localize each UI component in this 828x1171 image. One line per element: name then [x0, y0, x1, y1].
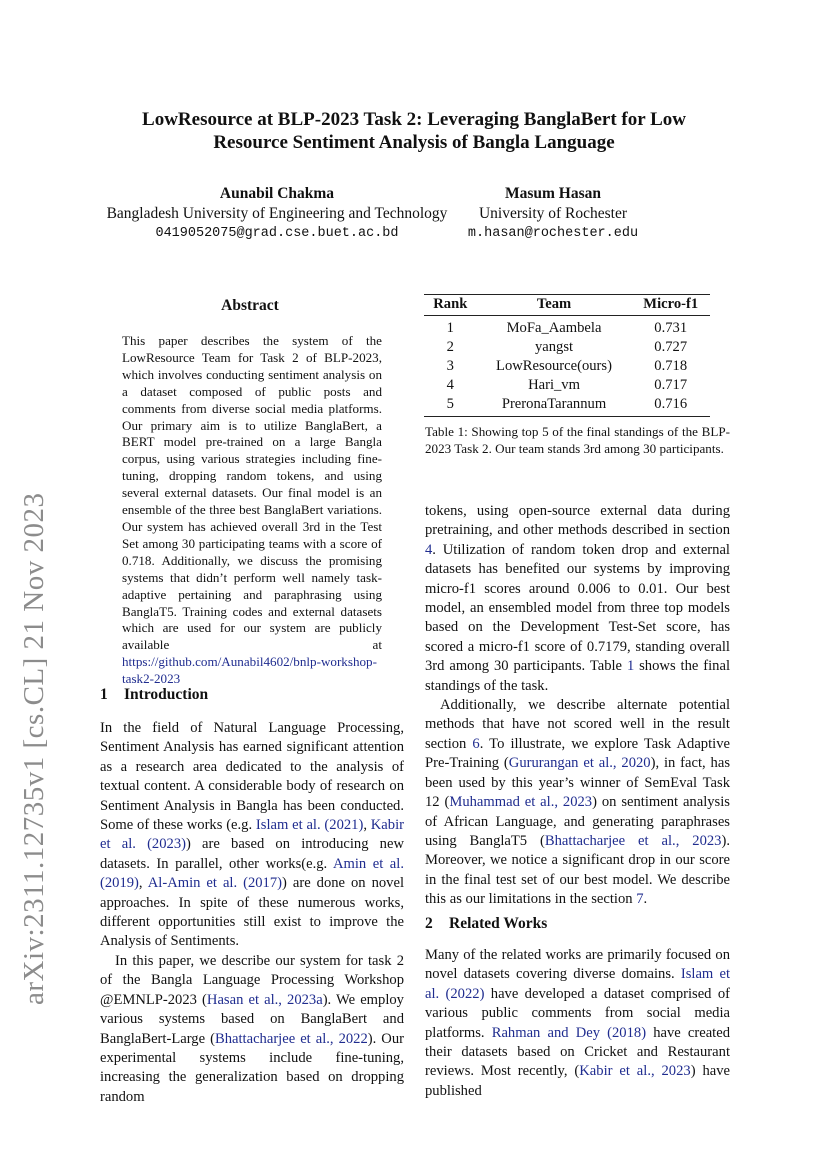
rank-cell: 5 — [424, 395, 477, 417]
title-line-1: LowResource at BLP-2023 Task 2: Leveraging BanglaBert for Low — [142, 109, 686, 130]
paragraph: Additionally, we describe alternate potential methods that have not scored well in the result section 6. To illustrate, we explore Task Adaptive Pre-Training (Gururangan et al., 2020), in fact, has been used by this year’s winner of SemEval Task 12 (Muhammad et al., 2023) on sentiment analysis of African Language, and generating paraphrases using BanglaT5 (Bhattacharjee et al., 2023). Moreover, we notice a significant drop in our score in the final test set of our best model. We describe this as our limitations in the section 7. — [425, 697, 731, 908]
citation-link[interactable]: Kabir et al. (2023) — [100, 817, 404, 853]
right-column-body — [425, 502, 730, 910]
column-header: Rank — [424, 295, 477, 316]
paragraph: tokens, using open-source external data during pretraining, and other methods described in section 4. Utilization of random token drop and external datasets has benefited our systems by improving micro-f1 scores around 0.006 to 0.01. Our best model, an ensembled model from three top models based on the Development Test-Set score, has scored a micro-f1 score of 0.7179, standing overall 3rd among 30 participants. Table 1 shows the final standings of the task. — [425, 503, 730, 694]
table-row — [424, 376, 710, 395]
section-title: Introduction — [124, 686, 209, 703]
section-title: Related Works — [449, 915, 548, 932]
rank-cell: 3 — [446, 358, 454, 374]
abstract-heading: Abstract — [221, 297, 279, 314]
paper-title — [100, 108, 728, 154]
introduction-body — [100, 719, 404, 1107]
table-row — [424, 338, 710, 357]
table-row — [424, 357, 710, 376]
citation-link[interactable]: Hasan et al., 2023a — [206, 991, 323, 1008]
abstract-text: This paper describes the system of the LowResource Team for Task 2 of BLP-2023, which involves conducting sentiment analysis on a dataset composed of public posts and comments from diverse social media platforms. Our primary aim is to utilize BanglaBert, a BERT model pre-trained on a large Bangla corpus, using various strategies including fine-tuning, dropping random tokens, and using several external datasets. Our final model is an ensemble of the three best BanglaBert variations. Our system has achieved overall 3rd in the Test Set among 30 participating teams with a score of 0.718. Additionally, we discuss the promising systems that didn’t perform well namely task-adaptive pertaining and paraphrasing using BanglaT5. Training codes and external datasets which are used for our system are publicly available at — [122, 333, 382, 653]
score-cell: 0.718 — [654, 358, 688, 374]
rank-cell: 1 — [446, 320, 454, 336]
citation-link[interactable]: Bhattacharjee et al., 2022 — [214, 1030, 368, 1047]
score-cell: 0.716 — [631, 395, 710, 417]
author-affiliation: University of Rochester — [478, 205, 628, 222]
citation-link[interactable]: Islam et al. (2021) — [255, 817, 364, 834]
section-reference-link[interactable]: 7 — [636, 891, 644, 908]
paragraph: Many of the related works are primarily focused on novel datasets covering diverse domains. Islam et al. (2022) have developed a dataset comprised of various public comments from social media platforms. Rahman and Dey (2018) have created their datasets based on Cricket and Restaurant reviews. Most recently, (Kabir et al., 2023) have published — [425, 947, 731, 1099]
section-number: 1 — [100, 686, 108, 703]
rank-cell: 2 — [446, 339, 454, 355]
score-cell: 0.727 — [654, 339, 688, 355]
rank-cell: 4 — [446, 377, 454, 393]
team-cell: LowResource(ours) — [496, 358, 612, 374]
section-reference-link[interactable]: 4 — [425, 541, 433, 558]
table-reference-link[interactable]: 1 — [626, 658, 635, 675]
team-cell: PreronaTarannum — [477, 395, 632, 417]
citation-link[interactable]: Amin et al. (2019) — [100, 855, 404, 892]
section-number: 2 — [425, 915, 433, 932]
table-header-row — [424, 295, 710, 316]
section-heading-introduction — [100, 686, 208, 704]
author-email[interactable]: 0419052075@grad.cse.buet.ac.bd — [155, 226, 399, 241]
paragraph: In this paper, we describe our system for task 2 of the Bangla Language Processing Workshop @EMNLP-2023 (Hasan et al., 2023a). We employ various systems based on BanglaBert and BanglaBert-Large (Bhattacharjee et al., 2022). Our experimental systems include fine-tuning, increasing the generalization based on dropping random — [100, 952, 404, 1105]
column-header: Team — [477, 295, 632, 316]
citation-link[interactable]: Kabir et al., 2023 — [579, 1063, 691, 1080]
author-block-1 — [94, 184, 460, 244]
author-name: Masum Hasan — [504, 185, 602, 202]
related-works-body — [425, 946, 730, 1101]
author-email[interactable]: m.hasan@rochester.edu — [467, 226, 639, 241]
score-cell: 0.731 — [654, 320, 688, 336]
team-cell: MoFa_Aambela — [506, 320, 602, 336]
team-cell: Hari_vm — [528, 377, 580, 393]
citation-link[interactable]: Islam et al. (2022) — [425, 966, 730, 1002]
code-repository-link[interactable]: https://github.com/Aunabil4602/bnlp-workshop-task2-2023 — [122, 654, 377, 687]
citation-link[interactable]: Gururangan et al., 2020 — [508, 755, 651, 772]
team-cell: yangst — [534, 339, 574, 355]
section-heading-related-works — [425, 915, 547, 933]
citation-link[interactable]: Al-Amin et al. (2017) — [147, 875, 283, 892]
author-affiliation: Bangladesh University of Engineering and Technology — [106, 205, 448, 222]
title-line-2: Resource Sentiment Analysis of Bangla Language — [213, 132, 615, 153]
abstract-body — [122, 333, 382, 688]
citation-link[interactable]: Bhattacharjee et al., 2023 — [544, 832, 722, 849]
score-cell: 0.717 — [654, 377, 688, 393]
table-caption: Table 1: Showing top 5 of the final standings of the BLP-2023 Task 2. Our team stands 3rd among 30 participants. — [425, 424, 730, 456]
table-row — [424, 316, 710, 339]
author-name: Aunabil Chakma — [219, 185, 335, 202]
column-header: Micro-f1 — [631, 295, 710, 316]
author-block-2 — [462, 184, 644, 244]
citation-link[interactable]: Rahman and Dey (2018) — [491, 1024, 647, 1041]
standings-table — [424, 294, 710, 417]
arxiv-identifier: arXiv:2311.12735v1 [cs.CL] 21 Nov 2023 — [18, 492, 50, 1005]
section-reference-link[interactable]: 6 — [472, 735, 480, 752]
paragraph: In the field of Natural Language Processing, Sentiment Analysis has earned significant attention as a research area dedicated to the analysis of textual content. A considerable body of research on Sentiment Analysis in Bangla has been conducted. Some of these works (e.g. Islam et al. (2021), Kabir et al. (2023)) are based on introducing new datasets. In parallel, other works(e.g. Amin et al. (2019), Al-Amin et al. (2017)) are done on novel approaches. In spite of these numerous works, different opportunities still exist to improve the Analysis of Sentiments. — [100, 720, 404, 950]
table-row — [424, 395, 710, 417]
citation-link[interactable]: Muhammad et al., 2023 — [449, 794, 593, 811]
